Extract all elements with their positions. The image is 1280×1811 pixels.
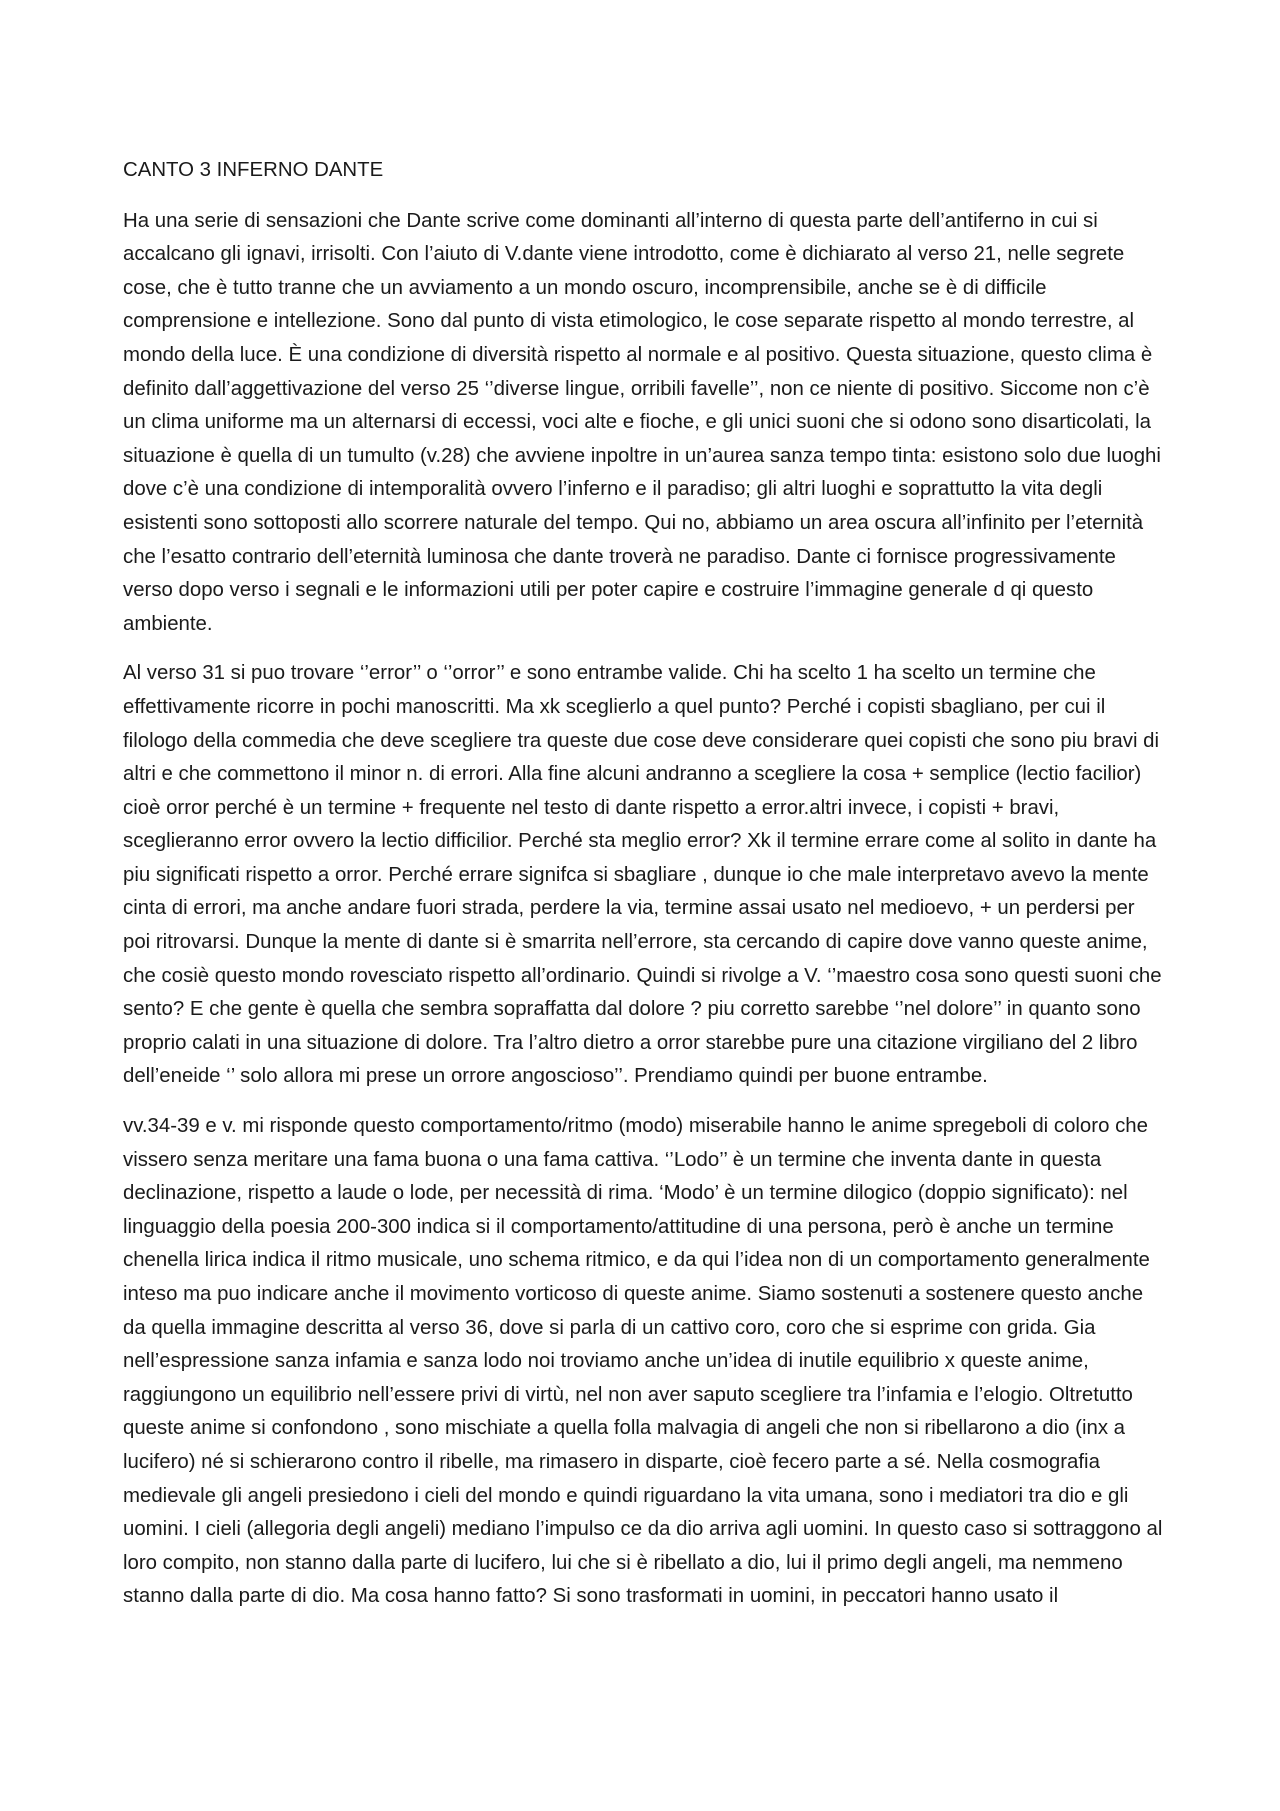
paragraph-antiferno: Ha una serie di sensazioni che Dante scrive come dominanti all’interno di questa parte dell’antiferno in cui si accalcano gli ignavi, irrisolti. Con l’aiuto di V.dante viene introdotto, come è dichiarato al verso 21, nelle segrete cose, che è tutto tranne che un avviamento a un mondo oscuro, incomprensibile, anche se è di difficile comprensione e intellezione. Sono dal punto di vista etimologico, le cose separate rispetto al mondo terrestre, al mondo della luce. È una condizione di diversità rispetto al normale e al positivo. Questa situazione, questo clima è definito dall’aggettivazione del verso 25 ‘’diverse lingue, orribili favelle’’, non ce niente di positivo. Siccome non c’è un clima uniforme ma un alternarsi di eccessi, voci alte e fioche, e gli unici suoni che si odono sono disarticolati, la situazione è quella di un tumulto (v.28) che avviene inpoltre in un’aurea sanza tempo tinta: esistono solo due luoghi dove c’è una condizione di intemporalità ovvero l’inferno e il paradiso; gli altri luoghi e soprattutto la vita degli esistenti sono sottoposti allo scorrere naturale del tempo. Qui no, abbiamo un area oscura all’infinito per l’eternità che l’esatto contrario dell’eternità luminosa che dante troverà ne paradiso. Dante ci fornisce progressivamente verso dopo verso i segnali e le informazioni utili per poter capire e costruire l’immagine generale d qi questo ambiente. bbox=[123, 209, 1161, 635]
paragraph-ignavi: vv.34-39 e v. mi risponde questo comportamento/ritmo (modo) miserabile hanno le anime spregeboli di coloro che vissero senza meritare una fama buona o una fama cattiva. ‘’Lodo’’ è un termine che inventa dante in questa declinazione, rispetto a laude o lode, per necessità di rima. ‘Modo’ è un termine dilogico (doppio significato): nel linguaggio della poesia 200-300 indica si il comportamento/attitudine di una persona, però è anche un termine chenella lirica indica il ritmo musicale, uno schema ritmico, e da qui l’idea non di un comportamento generalmente inteso ma puo indicare anche il movimento vorticoso di queste anime. Siamo sostenuti a sostenere questo anche da quella immagine descritta al verso 36, dove si parla di un cattivo coro, coro che si esprime con grida. Gia nell’espressione sanza infamia e sanza lodo noi troviamo anche un’idea di inutile equilibrio x queste anime, raggiungono un equilibrio nell’essere privi di virtù, nel non aver saputo scegliere tra l’infamia e l’elogio. Oltretutto queste anime si confondono , sono mischiate a quella folla malvagia di angeli che non si ribellarono a dio (inx a lucifero) né si schierarono contro il ribelle, ma rimasero in disparte, cioè fecero parte a sé. Nella cosmografia medievale gli angeli presiedono i cieli del mondo e quindi riguardano la vita umana, sono i mediatori tra dio e gli uomini. I cieli (allegoria degli angeli) mediano l’impulso ce da dio arriva agli uomini. In questo caso si sottraggono al loro compito, non stanno dalla parte di lucifero, lui che si è ribellato a dio, lui il primo degli angeli, ma nemmeno stanno dalla parte di dio. Ma cosa hanno fatto? Si sono trasformati in uomini, in peccatori hanno usato il bbox=[123, 1115, 1163, 1608]
document-title: CANTO 3 INFERNO DANTE bbox=[123, 159, 384, 181]
document-body bbox=[123, 154, 1165, 1630]
paragraph-error-orror: Al verso 31 si puo trovare ‘’error’’ o ‘’orror’’ e sono entrambe valide. Chi ha scelto 1 ha scelto un termine che effettivamente ricorre in pochi manoscritti. Ma xk sceglierlo a quel punto? Perché i copisti sbagliano, per cui il filologo della commedia che deve scegliere tra queste due cose deve considerare quei copisti che sono piu bravi di altri e che commettono il minor n. di errori. Alla fine alcuni andranno a scegliere la cosa + semplice (lectio facilior) cioè orror perché è un termine + frequente nel testo di dante rispetto a error.altri invece, i copisti + bravi, sceglieranno error ovvero la lectio difficilior. Perché sta meglio error? Xk il termine errare come al solito in dante ha piu significati rispetto a orror. Perché errare signifca si sbagliare , dunque io che male interpretavo avevo la mente cinta di errori, ma anche andare fuori strada, perdere la via, termine assai usato nel medioevo, + un perdersi per poi ritrovarsi. Dunque la mente di dante si è smarrita nell’errore, sta cercando di capire dove vanno queste anime, che cosiè questo mondo rovesciato rispetto all’ordinario. Quindi si rivolge a V. ‘’maestro cosa sono questi suoni che sento? E che gente è quella che sembra sopraffatta dal dolore ? piu corretto sarebbe ‘’nel dolore’’ in quanto sono proprio calati in una situazione di dolore. Tra l’altro dietro a orror starebbe pure una citazione virgiliano del 2 libro dell’eneide ‘’ solo allora mi prese un orrore angoscioso’’. Prendiamo quindi per buone entrambe. bbox=[123, 662, 1162, 1088]
